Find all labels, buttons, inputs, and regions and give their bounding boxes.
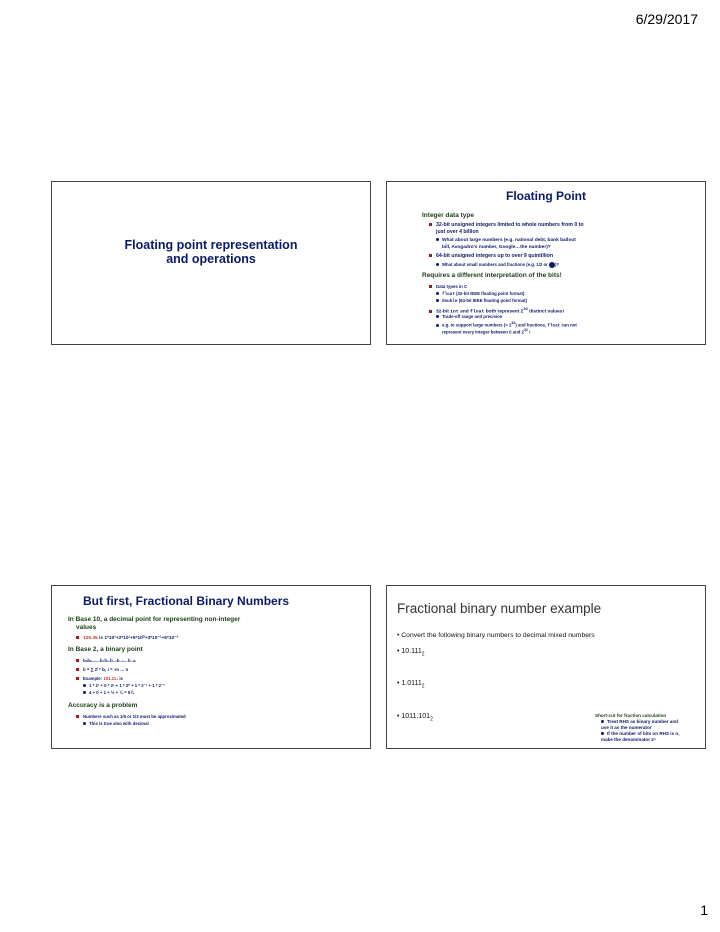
slide3-section-base10-cont: values [76, 624, 97, 631]
slide3-sub-result: 4 + 0 + 1 + ½ + ¼ = 5¾ [83, 689, 134, 696]
square-bullet-icon [76, 677, 79, 680]
slide2-sub-double: double (64-bit IEEE floating point format) [436, 297, 527, 305]
header-date: 6/29/2017 [635, 11, 698, 27]
slide2-bullet-distinct: 32-bit int and float both represent $2^{32}$ distinct values! [429, 305, 564, 316]
slide4-item-2: • $1.0111_2$ [397, 680, 425, 690]
slide3-bullet-decimal-example: 125.35 is 1*10²+2*10¹+5*10⁰+3*10⁻¹+5*10⁻² [76, 635, 178, 642]
square-bullet-icon [76, 636, 79, 639]
slide3-sub-expansion: 1 * 2² + 0 * 2¹ + 1 * 2⁰ + 1 * 2⁻¹ + 1 * 2⁻² [83, 682, 165, 689]
slide4-shortcut-box [595, 713, 700, 743]
slide3-sub-decimal: This is true also with decimal [83, 720, 149, 727]
shortcut-item-1: Treat RHS as binary number and [595, 719, 700, 725]
dot-bullet-icon [436, 263, 439, 266]
slide-title [51, 181, 371, 345]
slide2-section-interpretation: Requires a different interpretation of the bits! [422, 272, 562, 279]
dot-bullet-icon [436, 299, 439, 302]
dot-bullet-icon [436, 324, 439, 327]
slide3-section-base2: In Base 2, a binary point [68, 646, 143, 653]
slide2-sub-large-numbers-cont: bill, Avogadro's number, Google…the number)? [442, 245, 551, 250]
square-bullet-icon [429, 285, 432, 288]
slide2-sub-tradeoff: Trade-off range and precision [436, 313, 502, 320]
dot-bullet-icon [83, 722, 86, 725]
slide2-sub-small-numbers: What about small numbers and fractions (e.g. 1/2 or )? [436, 261, 559, 268]
dot-bullet-icon [436, 292, 439, 295]
dot-bullet-icon [601, 720, 604, 723]
slide2-sub-large-fractions-cont: represent every integer between 0 and $2^{32}$ ! [442, 328, 531, 335]
slide1-title-line2: and operations [166, 252, 256, 266]
slide4-item-3: • $1011.101_2$ [397, 713, 433, 723]
slide3-title: But first, Fractional Binary Numbers [83, 594, 290, 608]
square-bullet-icon [429, 254, 432, 257]
slide4-intro: • Convert the following binary numbers to decimal mixed numbers [397, 632, 595, 639]
slide1-title-line1: Floating point representation [124, 238, 298, 252]
slide4-item-1: • $10.111_2$ [397, 648, 425, 658]
square-bullet-icon [76, 668, 79, 671]
slide2-section-integer: Integer data type [422, 212, 475, 219]
page-number: 1 [700, 902, 708, 918]
square-bullet-icon [76, 659, 79, 662]
slide1-title [52, 238, 370, 266]
slide4-title: Fractional binary number example [397, 601, 602, 616]
slide3-bullet-example: Example: 101.11₂ is [76, 675, 123, 682]
slide-fractional-example [386, 585, 706, 749]
dot-bullet-icon [83, 684, 86, 687]
slide2-sub-float: float (32-bit IEEE floating point format) [436, 290, 524, 298]
slide2-title: Floating Point [506, 189, 586, 203]
slide2-bullet-32bit: 32-bit unsigned integers limited to whole numbers from 0 to [429, 222, 584, 229]
dot-bullet-icon [436, 315, 439, 318]
square-bullet-icon [429, 223, 432, 226]
slide-fractional-binary [51, 585, 371, 749]
square-bullet-icon [76, 715, 79, 718]
shortcut-item-1-cont: use it as the numerator [601, 725, 652, 730]
slide3-section-base10: In Base 10, a decimal point for representing non-integer [68, 616, 241, 623]
slide2-bullet-64bit: 64-bit unsigned integers up to over 9 quintillion [429, 253, 553, 260]
slide2-sub-large-numbers: What about large numbers (e.g. national debt, bank bailout [436, 237, 576, 244]
square-bullet-icon [429, 310, 432, 313]
slide3-section-accuracy: Accuracy is a problem [68, 702, 138, 709]
dot-bullet-icon [436, 238, 439, 241]
slide3-bullet-approximate: Numbers such as 1/5 or 1/3 must be approximated [76, 713, 186, 720]
slide3-bullet-binary-form: bₙbₙ₋₁…b₁b₀.b₋₁b₋₂…b₋ₘ [76, 657, 136, 664]
shortcut-title: Short-cut for fraction calculation [595, 713, 667, 718]
dot-bullet-icon [83, 691, 86, 694]
slide3-bullet-sum: b = ∑ 2ⁱ * bᵢ, i = -m … n [76, 666, 128, 673]
slide-floating-point [386, 181, 706, 345]
slide2-sub-large-fractions: e.g. to support large numbers (> $2^{32}$) and fractions, float can not [436, 320, 577, 329]
dot-bullet-icon [601, 732, 604, 735]
slide2-bullet-types: Data types in C [429, 283, 467, 290]
shortcut-item-2: If the number of bits on RHS is n, [595, 731, 700, 737]
shortcut-item-2-cont: make the denominator 2ⁿ [601, 737, 656, 742]
slide2-bullet-32bit-cont: just over 4 billion [436, 229, 479, 235]
